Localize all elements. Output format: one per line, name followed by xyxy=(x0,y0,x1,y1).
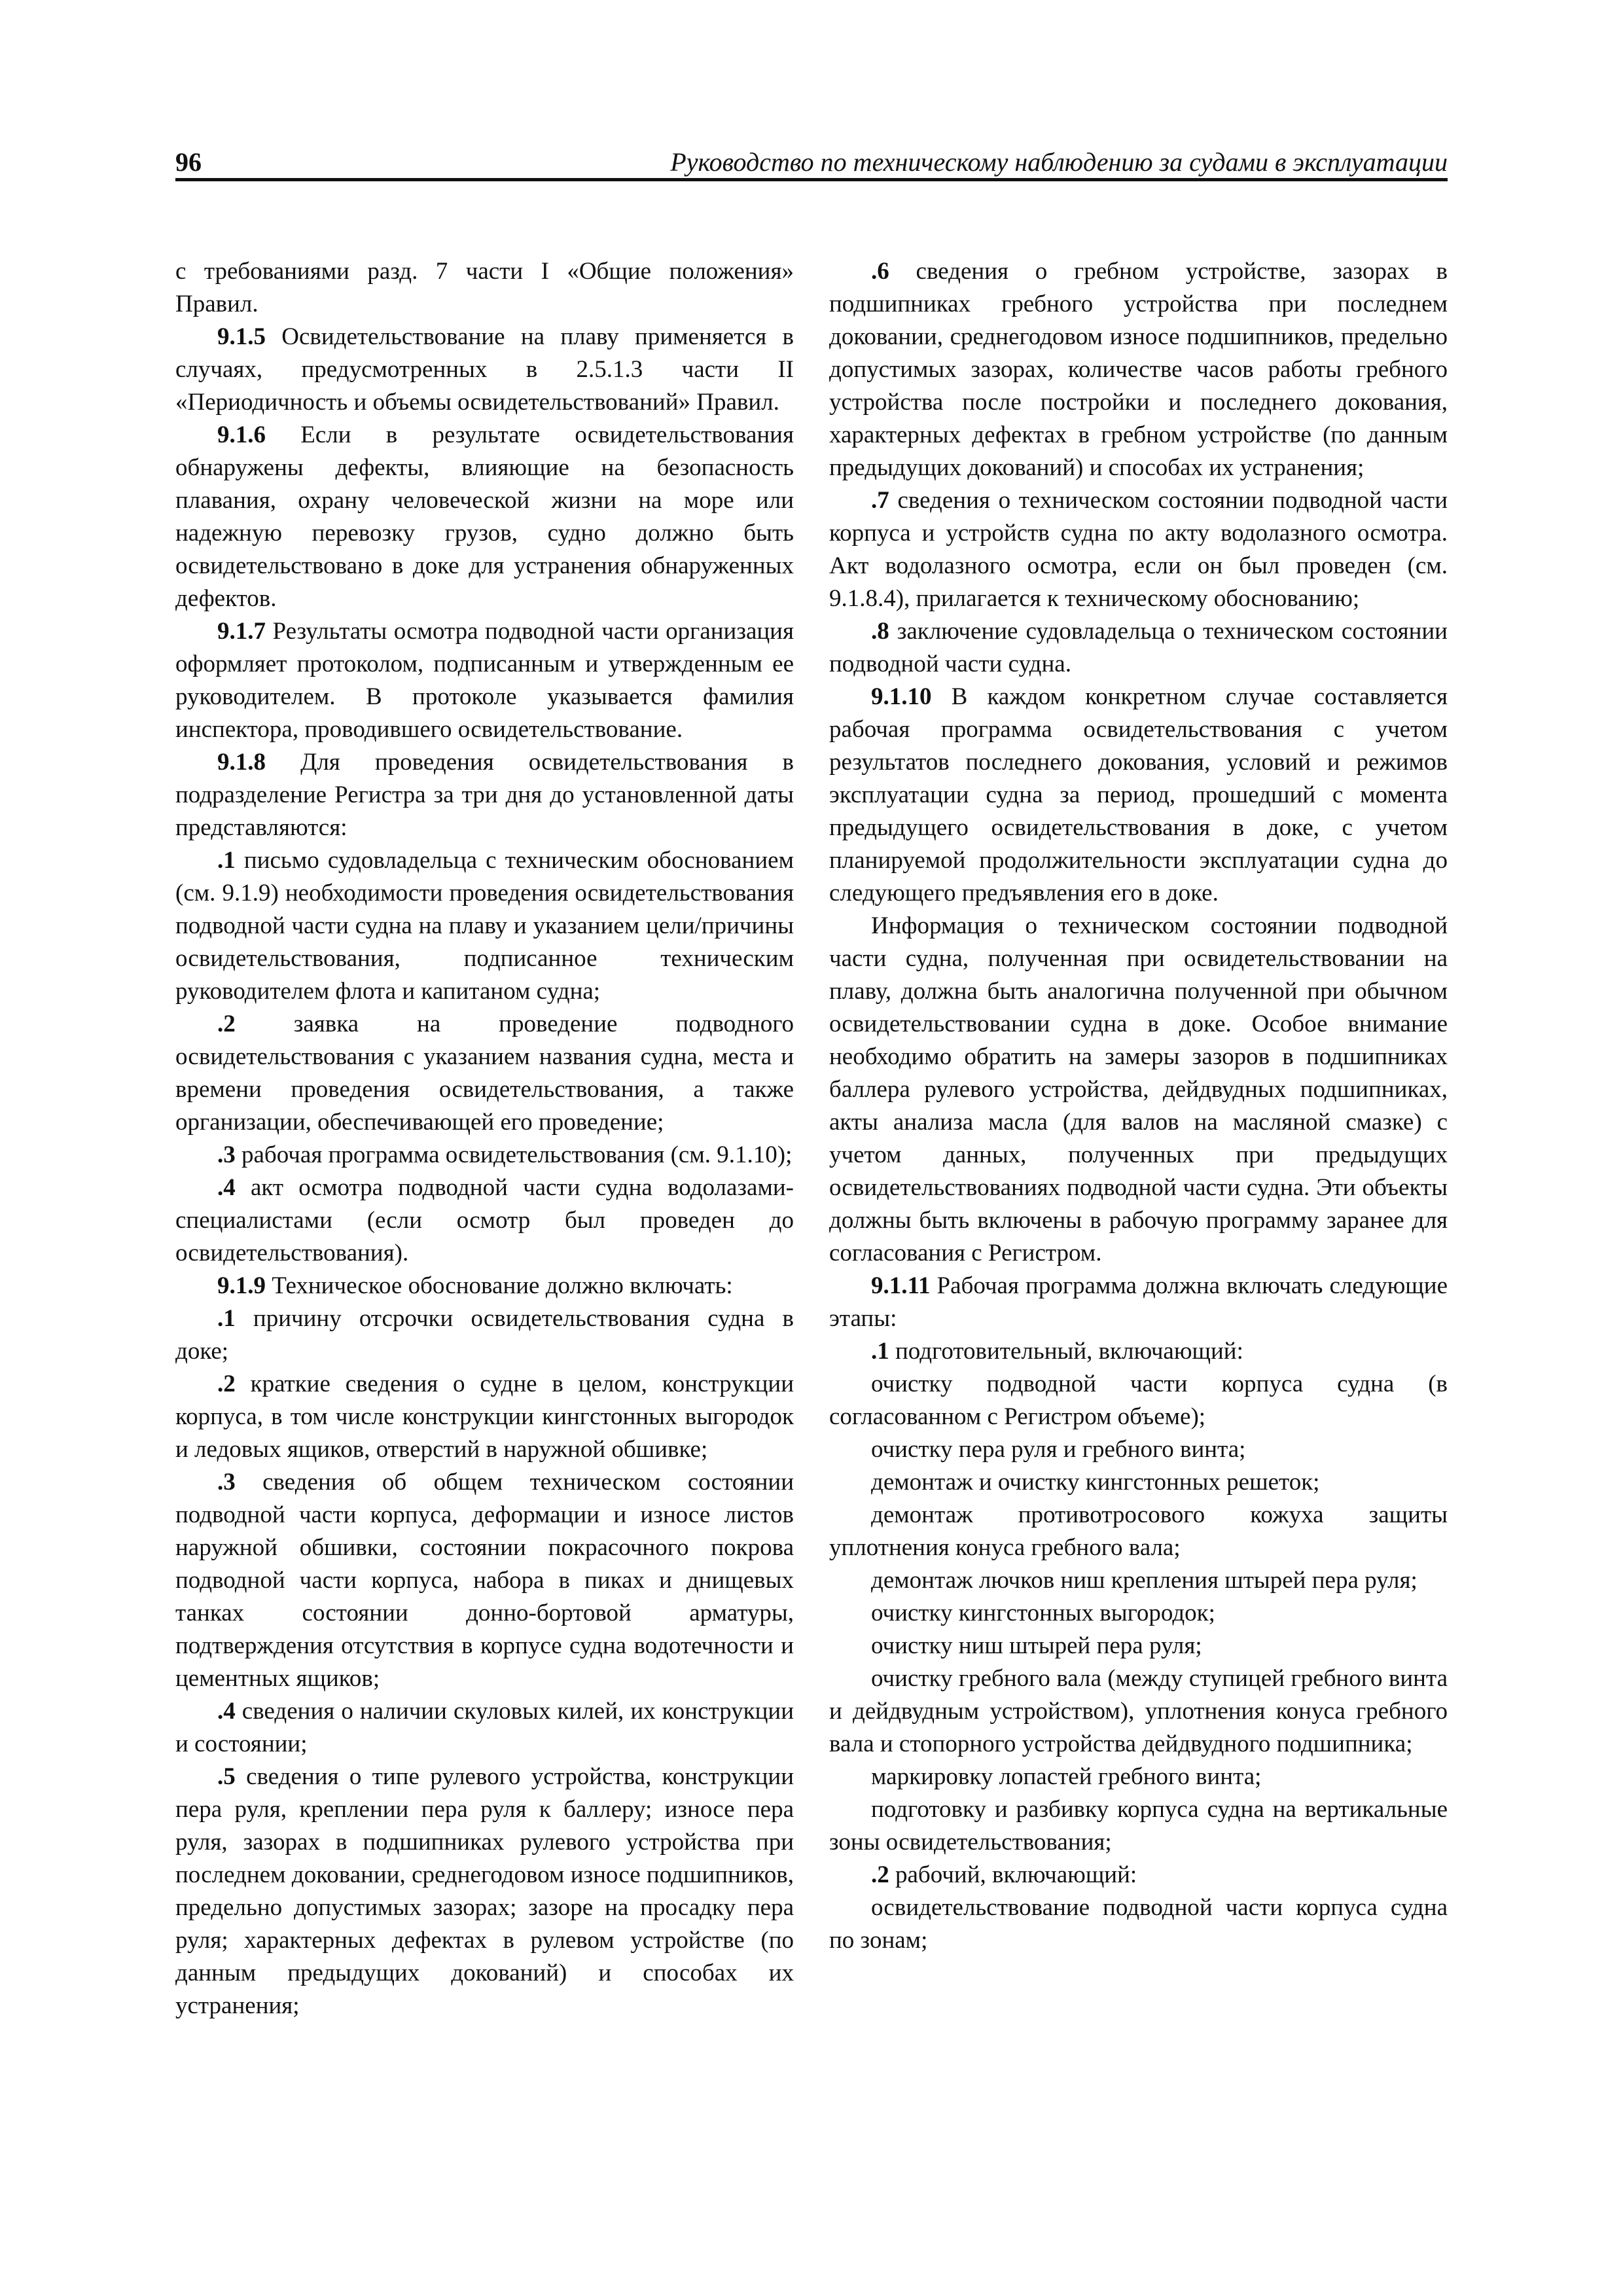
paragraph-text: причину отсрочки освидетельствования судна в доке; xyxy=(175,1305,794,1365)
paragraph xyxy=(175,1008,794,1139)
paragraph-text: очистку пера руля и гребного винта; xyxy=(871,1436,1246,1463)
paragraph xyxy=(175,419,794,615)
paragraph xyxy=(829,1270,1448,1335)
running-header xyxy=(175,145,1448,179)
clause-number: .1 xyxy=(217,847,236,874)
clause-number: 9.1.6 xyxy=(217,422,266,448)
clause-number: .2 xyxy=(871,1861,889,1888)
paragraph-text: Информация о техническом состоянии подводной части судна, полученная при освидетельствовании на плаву, должна быть аналогична полученной при обычном освидетельствовании судна в доке. Особое внимание необходимо обратить на замеры зазоров в подшипниках баллера рулевого устройства, дейдвудных подшипниках, акты анализа масла (для валов на масляной смазке) с учетом данных, полученных при предыдущих освидетельствованиях подводной части судна. Эти объекты должны быть включены в рабочую программу заранее для согласования с Регистром. xyxy=(829,912,1448,1266)
page-number: 96 xyxy=(175,147,202,177)
paragraph-text: заключение судовладельца о техническом состоянии подводной части судна. xyxy=(829,618,1448,677)
paragraph xyxy=(175,321,794,419)
clause-number: .2 xyxy=(217,1371,236,1397)
paragraph-text: рабочий, включающий: xyxy=(889,1861,1137,1888)
paragraph-text: с требованиями разд. 7 части I «Общие положения» Правил. xyxy=(175,258,794,317)
paragraph xyxy=(829,1662,1448,1761)
paragraph xyxy=(829,484,1448,615)
header-rule xyxy=(175,178,1448,181)
clause-number: .3 xyxy=(217,1469,236,1496)
paragraph xyxy=(175,746,794,844)
paragraph xyxy=(829,1630,1448,1662)
clause-number: .6 xyxy=(871,258,889,285)
paragraph-text: очистку гребного вала (между ступицей гребного винта и дейдвудным устройством), уплотнения конуса гребного вала и стопорного устройства дейдвудного подшипника; xyxy=(829,1665,1448,1757)
paragraph xyxy=(829,1892,1448,1957)
paragraph-text: Результаты осмотра подводной части организация оформляет протоколом, подписанным и утвержденным ее руководителем. В протоколе указывается фамилия инспектора, проводившего освидетельствование. xyxy=(175,618,794,743)
paragraph-text: очистку подводной части корпуса судна (в согласованном с Регистром объеме); xyxy=(829,1371,1448,1430)
paragraph xyxy=(829,1793,1448,1859)
clause-number: .4 xyxy=(217,1174,236,1201)
paragraph xyxy=(829,1564,1448,1597)
paragraph-text: демонтаж и очистку кингстонных решеток; xyxy=(871,1469,1320,1496)
paragraph-text: освидетельствование подводной части корпуса судна по зонам; xyxy=(829,1894,1448,1954)
clause-number: .1 xyxy=(871,1338,889,1365)
paragraph-text: подготовительный, включающий: xyxy=(889,1338,1243,1365)
clause-number: .7 xyxy=(871,487,889,514)
paragraph-text: очистку ниш штырей пера руля; xyxy=(871,1632,1202,1659)
paragraph xyxy=(175,1139,794,1172)
paragraph-text: маркировку лопастей гребного винта; xyxy=(871,1763,1262,1790)
paragraph-text: подготовку и разбивку корпуса судна на вертикальные зоны освидетельствования; xyxy=(829,1796,1448,1856)
paragraph xyxy=(175,615,794,746)
paragraph xyxy=(829,681,1448,910)
paragraph xyxy=(829,1597,1448,1630)
clause-number: .8 xyxy=(871,618,889,645)
paragraph-text: Рабочая программа должна включать следующие этапы: xyxy=(829,1272,1448,1332)
paragraph-text: рабочая программа освидетельствования (см. 9.1.10); xyxy=(235,1141,793,1168)
paragraph-text: заявка на проведение подводного освидетельствования с указанием названия судна, места и времени проведения освидетельствования, а также организации, обеспечивающей его проведение; xyxy=(175,1011,794,1136)
paragraph-text: сведения о наличии скуловых килей, их конструкции и состоянии; xyxy=(175,1698,794,1757)
paragraph xyxy=(829,1433,1448,1466)
clause-number: .1 xyxy=(217,1305,236,1332)
paragraph-text: демонтаж противотросового кожуха защиты уплотнения конуса гребного вала; xyxy=(829,1501,1448,1561)
clause-number: 9.1.5 xyxy=(217,323,266,350)
clause-number: .3 xyxy=(217,1141,236,1168)
clause-number: 9.1.10 xyxy=(871,683,932,710)
paragraph xyxy=(829,1859,1448,1892)
paragraph-text: акт осмотра подводной части судна водолазами-специалистами (если осмотр был проведен до освидетельствования). xyxy=(175,1174,794,1266)
paragraph-text: Для проведения освидетельствования в подразделение Регистра за три дня до установленной даты представляются: xyxy=(175,749,794,841)
clause-number: .2 xyxy=(217,1011,236,1037)
right-column xyxy=(829,255,1448,1957)
paragraph-text: демонтаж лючков ниш крепления штырей пера руля; xyxy=(871,1567,1418,1594)
clause-number: .4 xyxy=(217,1698,236,1725)
paragraph xyxy=(175,1172,794,1270)
paragraph xyxy=(829,1368,1448,1433)
clause-number: 9.1.9 xyxy=(217,1272,266,1299)
paragraph xyxy=(175,844,794,1008)
paragraph xyxy=(175,255,794,321)
paragraph-text: сведения о техническом состоянии подводной части корпуса и устройств судна по акту водолазного осмотра. Акт водолазного осмотра, если он был проведен (см. 9.1.8.4), прилагается к техническому обоснованию; xyxy=(829,487,1448,612)
running-title: Руководство по техническому наблюдению за судами в эксплуатации xyxy=(670,147,1448,177)
clause-number: .5 xyxy=(217,1763,236,1790)
paragraph xyxy=(829,255,1448,484)
paragraph xyxy=(829,615,1448,681)
paragraph xyxy=(829,910,1448,1270)
paragraph xyxy=(175,1270,794,1302)
paragraph-text: В каждом конкретном случае составляется рабочая программа освидетельствования с учетом результатов последнего докования, условий и режимов эксплуатации судна за период, прошедший с момента предыдущего освидетельствования в доке, с учетом планируемой продолжительности эксплуатации судна до следующего предъявления его в доке. xyxy=(829,683,1448,906)
clause-number: 9.1.8 xyxy=(217,749,266,776)
paragraph-text: сведения о гребном устройстве, зазорах в подшипниках гребного устройства при последнем доковании, среднегодовом износе подшипников, предельно допустимых зазорах, количестве часов работы гребного устройства после постройки и последнего докования, характерных дефектах в гребном устройстве (по данным предыдущих докований) и способах их устранения; xyxy=(829,258,1448,481)
paragraph xyxy=(829,1335,1448,1368)
paragraph xyxy=(175,1761,794,2022)
clause-number: 9.1.7 xyxy=(217,618,266,645)
paragraph-text: очистку кингстонных выгородок; xyxy=(871,1600,1215,1626)
paragraph-text: письмо судовладельца с техническим обоснованием (см. 9.1.9) необходимости проведения освидетельствования подводной части судна на плаву и указанием цели/причины освидетельствования, подписанное техническим руководителем флота и капитаном судна; xyxy=(175,847,794,1005)
paragraph-text: сведения о типе рулевого устройства, конструкции пера руля, креплении пера руля к баллеру; износе пера руля, зазорах в подшипниках рулевого устройства при последнем доковании, среднегодовом износе подшипников, предельно допустимых зазорах; зазоре на просадку пера руля; характерных дефектах в рулевом устройстве (по данным предыдущих докований) и способах их устранения; xyxy=(175,1763,794,2019)
paragraph-text: Техническое обоснование должно включать: xyxy=(266,1272,733,1299)
paragraph xyxy=(175,1695,794,1761)
paragraph xyxy=(175,1302,794,1368)
paragraph xyxy=(175,1466,794,1695)
paragraph-text: Освидетельствование на плаву применяется в случаях, предусмотренных в 2.5.1.3 части II «Периодичность и объемы освидетельствований» Правил. xyxy=(175,323,794,416)
paragraph xyxy=(175,1368,794,1466)
clause-number: 9.1.11 xyxy=(871,1272,931,1299)
paragraph xyxy=(829,1466,1448,1499)
paragraph-text: Если в результате освидетельствования обнаружены дефекты, влияющие на безопасность плавания, охрану человеческой жизни на море или надежную перевозку грузов, судно должно быть освидетельствовано в доке для устранения обнаруженных дефектов. xyxy=(175,422,794,612)
paragraph-text: краткие сведения о судне в целом, конструкции корпуса, в том числе конструкции кингстонных выгородок и ледовых ящиков, отверстий в наружной обшивке; xyxy=(175,1371,794,1463)
paragraph-text: сведения об общем техническом состоянии подводной части корпуса, деформации и износе листов наружной обшивки, состоянии покрасочного покрова подводной части корпуса, набора в пиках и днищевых танках состоянии донно-бортовой арматуры, подтверждения отсутствия в корпусе судна водотечности и цементных ящиков; xyxy=(175,1469,794,1692)
left-column xyxy=(175,255,794,2022)
paragraph xyxy=(829,1761,1448,1793)
paragraph xyxy=(829,1499,1448,1564)
